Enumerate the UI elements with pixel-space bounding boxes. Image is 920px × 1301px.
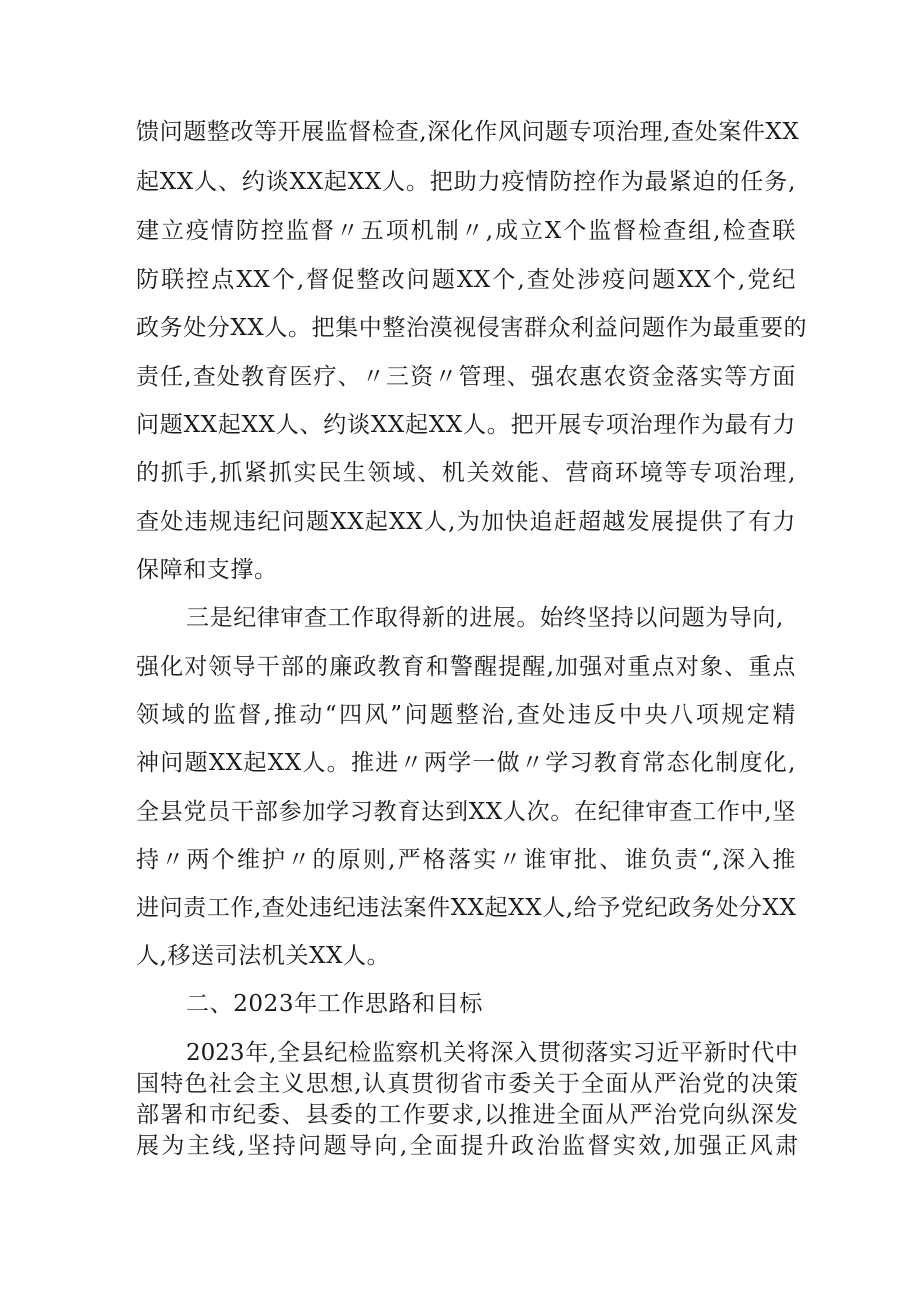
text-line-13: 领域的监督,推动“四风”问题整治,查处违反中央八项规定精 xyxy=(136,702,796,728)
text-line-8: 的抓手,抓紧抓实民生领域、机关效能、营商环境等专项治理, xyxy=(136,460,796,486)
text-line-10: 保障和支撑。 xyxy=(136,557,278,583)
text-line-18: 人,移送司法机关XX人。 xyxy=(136,943,391,969)
text-line-6: 责任,查处教育医疗、〃三资〃管理、强农惠农资金落实等方面 xyxy=(136,364,796,390)
section-three-heading-line: 三是纪律审查工作取得新的进展。始终坚持以问题为导向, xyxy=(186,605,784,631)
paragraph-line-4: 展为主线,坚持问题导向,全面提升政治监督实效,加强正风肃 xyxy=(136,1133,798,1159)
text-line-16: 持〃两个维护〃的原则,严格落实〃谁审批、谁负责“,深入推 xyxy=(136,847,796,873)
text-line-5: 政务处分XX人。把集中整治漠视侵害群众利益问题作为最重要的 xyxy=(136,315,808,341)
paragraph-line-2: 国特色社会主义思想,认真贯彻省市委关于全面从严治党的决策 xyxy=(136,1071,798,1097)
paragraph-line-3: 部署和市纪委、县委的工作要求,以推进全面从严治党向纵深发 xyxy=(136,1102,798,1128)
text-line-14: 神问题XX起XX人。推进〃两学一做〃学习教育常态化制度化, xyxy=(136,750,796,776)
text-line-4: 防联控点XX个,督促整改问题XX个,查处涉疫问题XX个,党纪 xyxy=(136,267,796,293)
text-line-9: 查处违规违纪问题XX起XX人,为加快追赶超越发展提供了有力 xyxy=(136,509,796,535)
paragraph-line-1: 2023年,全县纪检监察机关将深入贯彻落实习近平新时代中 xyxy=(186,1040,798,1066)
section-heading: 二、2023年工作思路和目标 xyxy=(186,991,483,1017)
text-line-1: 馈问题整改等开展监督检查,深化作风问题专项治理,查处案件XX xyxy=(136,119,800,145)
text-line-12: 强化对领导干部的廉政教育和警醒提醒,加强对重点对象、重点 xyxy=(136,654,796,680)
text-line-2: 起XX人、约谈XX起XX人。把助力疫情防控作为最紧迫的任务, xyxy=(136,169,796,195)
text-line-7: 问题XX起XX人、约谈XX起XX人。把开展专项治理作为最有力 xyxy=(136,412,796,438)
text-line-17: 进问责工作,查处违纪违法案件XX起XX人,给予党纪政务处分XX xyxy=(136,895,797,921)
text-line-15: 全县党员干部参加学习教育达到XX人次。在纪律审查工作中,坚 xyxy=(136,799,796,825)
text-line-3: 建立疫情防控监督〃五项机制〃,成立X个监督检查组,检查联 xyxy=(136,218,796,244)
